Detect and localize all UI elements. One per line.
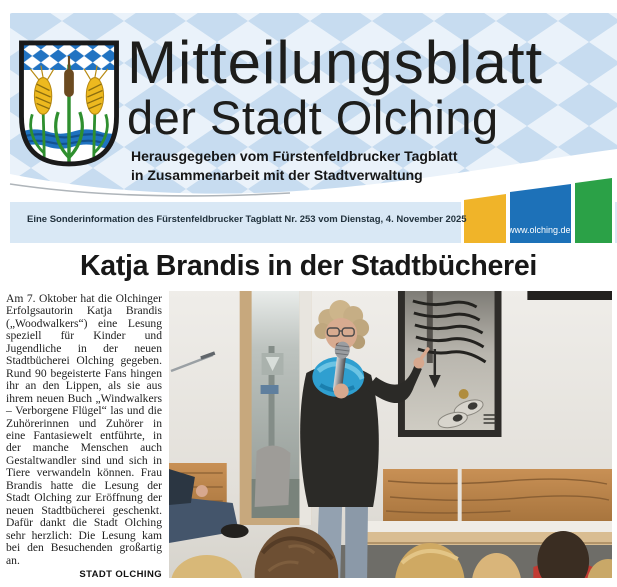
article-byline: STADT OLCHING xyxy=(79,568,162,580)
masthead-title xyxy=(127,29,544,144)
masthead-subtitle xyxy=(131,147,457,185)
masthead xyxy=(0,0,617,243)
event-photo xyxy=(169,291,612,578)
block-yellow xyxy=(464,194,506,243)
olching-coat-of-arms xyxy=(15,36,123,172)
masthead-title-line1: Mitteilungsblatt xyxy=(127,29,544,96)
website-url: www.olching.de xyxy=(508,225,571,235)
masthead-subtitle-line2: in Zusammenarbeit mit der Stadtverwaltung xyxy=(131,167,423,183)
masthead-subtitle-line1: Herausgegeben vom Fürstenfeldbrucker Tagblatt xyxy=(131,148,458,164)
article-headline: Katja Brandis in der Stadtbücherei xyxy=(80,250,537,282)
edition-info: Eine Sonderinformation des Fürstenfeldbrucker Tagblatt Nr. 253 vom Dienstag, 4. November 2025 xyxy=(27,214,467,225)
block-green xyxy=(575,178,612,243)
artwork-gold-knob xyxy=(459,389,469,399)
article-content xyxy=(0,291,617,580)
masthead-title-line2: der Stadt Olching xyxy=(127,91,499,144)
event-photo-illustration xyxy=(169,291,612,578)
mic-hand xyxy=(334,384,349,399)
article-body: Am 7. Oktober hat die Olchinger Erfolgsautorin Katja Brandis („Woodwalkers“) eine Lesung speziell für Kinder und Jugendliche in der neuen Stadtbücherei Olching gegeben. Rund 90 begeisterte Fans hingen ihr an den Lippen, als sie aus ihrem neuen Buch „Windwalkers – Verborgene Flügel“ las und die Zuhörerinnen und Zuhörer in eine Fantasiewelt entführte, in der manche Menschen auch Gestaltwandler sind und sich in Tiere verwandeln können. Frau Brandis hatte die Lesung der Stadt Olching zur Eröffnung der neuen Stadtbücherei geschenkt. Dafür dankt die Stadt Olching sehr herzlich: Die Lesung kam bei den Besuchenden großartig an. xyxy=(6,292,162,567)
article-text-column xyxy=(6,291,162,580)
second-frame-edge xyxy=(527,291,612,300)
